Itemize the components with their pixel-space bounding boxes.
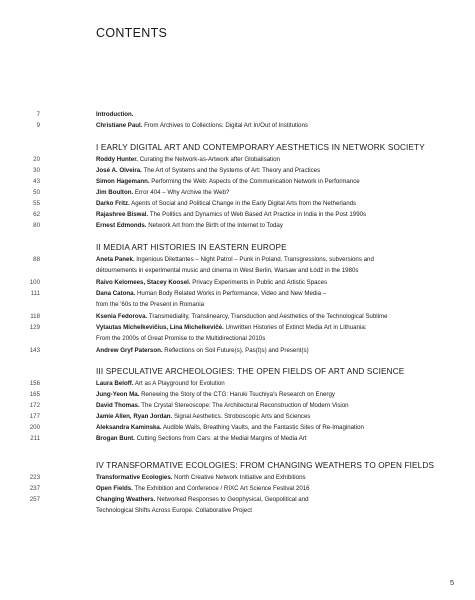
entry-page: 62 (33, 211, 40, 218)
section-heading: II MEDIA ART HISTORIES IN EASTERN EUROPE (96, 243, 287, 252)
entry-title: Cutting Sections from Cars: at the Medial Margins of Media Art (136, 435, 307, 442)
entry-title: Signal Aesthetics. Stroboscopic Arts and Sciences (173, 413, 311, 420)
entry-author: Aleksandra Kaminska. (96, 424, 162, 431)
entry-author: Andrew Gryf Paterson. (96, 347, 163, 354)
entry-title: The Art of Systems and the Systems of Art: Theory and Practices (143, 167, 321, 174)
entry-page: 111 (30, 290, 40, 297)
entry-page: 200 (29, 424, 40, 431)
page-title: CONTENTS (96, 26, 168, 40)
entry-page: 80 (33, 222, 40, 229)
entry-author: Transformative Ecologies. (96, 474, 173, 481)
entry-page: 165 (29, 391, 40, 398)
entry-page: 129 (29, 324, 40, 331)
entry-author: Dana Catona. (96, 290, 136, 297)
entry-title: Ingenious Dilettantes – Night Patrol – Punk in Poland. Transgressions, subversions and (136, 256, 374, 263)
entry-page: 30 (33, 167, 40, 174)
entry-author: Ernest Edmonds. (96, 222, 147, 229)
entry-author: David Thomas. (96, 402, 140, 409)
entry-author: Aneta Panek. (96, 256, 135, 263)
entry-title: From Archives to Collections: Digital Art In/Out of Institutions (144, 122, 308, 129)
entry-page: 55 (33, 200, 40, 207)
entry-page: 118 (30, 313, 40, 320)
entry-author: Introduction. (96, 111, 134, 118)
entry-page: 20 (33, 156, 40, 163)
entry-page: 88 (33, 256, 40, 263)
entry-title-continued: Technological Shifts Across Europe. Collaborative Project (96, 507, 252, 514)
entry-page: 50 (33, 189, 40, 196)
entry-title: Curating the Network-as-Artwork after Globalisation (139, 156, 280, 163)
entry-author: Darko Fritz. (96, 200, 130, 207)
entry-page: 223 (29, 474, 40, 481)
entry-author: Jamie Allen, Ryan Jordan. (96, 413, 173, 420)
entry-page: 100 (29, 279, 40, 286)
entry-title-continued: From the 2000s of Great Promise to the Multidirectional 2010s (96, 335, 266, 342)
entry-title: Audible Walls, Breathing Vaults, and the Fantastic Sites of Re-Imagination (162, 424, 364, 431)
entry-author: Raivo Kelomees, Stacey Koosel. (96, 279, 191, 286)
entry-author: Open Fields. (96, 485, 133, 492)
section-heading: III SPECULATIVE ARCHEOLOGIES: THE OPEN FIELDS OF ART AND SCIENCE (96, 367, 405, 376)
entry-title-continued: détournements in experimental music and cinema in West Berlin, Warsaw and Łódź in the 1980s (96, 267, 359, 274)
entry-author: Brogan Bunt. (96, 435, 135, 442)
entry-title: Renewing the Story of the CTG: Haruki Tsuchiya's Research on Energy (141, 391, 335, 398)
entry-page: 7 (36, 111, 40, 118)
entry-title: Network Art from the Birth of the Internet to Today (148, 222, 283, 229)
entry-page: 211 (30, 435, 40, 442)
entry-author: Jung-Yeon Ma. (96, 391, 140, 398)
entry-title: Transmediality, Translinearcy, Transduction and Aesthetics of the Technological Sublime (148, 313, 388, 320)
entry-author: Changing Weathers. (96, 496, 156, 503)
entry-title: Privacy Experiments in Public and Artistic Spaces (192, 279, 328, 286)
entry-title: The Crystal Stereoscope: The Architectural Reconstruction of Modern Vision (141, 402, 349, 409)
entry-author: Rajashree Biswal. (96, 211, 149, 218)
entry-page: 143 (29, 347, 40, 354)
entry-title: Performing the Web: Aspects of the Communication Network in Performance (151, 178, 360, 185)
entry-title: Human Body Related Works in Performance, Video and New Media – (136, 290, 327, 297)
entry-page: 156 (29, 380, 40, 387)
entry-title: Unwritten Histories of Extinct Media Art in Lithuania: (225, 324, 367, 331)
entry-title: The Politics and Dynamics of Web Based Art Practice in India in the Post 1990s (149, 211, 367, 218)
entry-author: Laura Beloff. (96, 380, 134, 387)
entry-author: Jim Boulton. (96, 189, 134, 196)
entry-author: Christiane Paul. (96, 122, 143, 129)
entry-page: 177 (29, 413, 40, 420)
entry-title: Networked Responses to Geophysical, Geopolitical and (156, 496, 309, 503)
entry-page: 172 (29, 402, 40, 409)
entry-author: Simon Hagemann. (96, 178, 150, 185)
entry-title: North Creative Network Initiative and Exhibitions (174, 474, 306, 481)
entry-title: The Exhibition and Conference / RIXC Art Science Festival 2016 (134, 485, 310, 492)
section-heading: IV TRANSFORMATIVE ECOLOGIES: FROM CHANGING WEATHERS TO OPEN FIELDS (96, 461, 435, 470)
page-number: 5 (449, 578, 454, 587)
entry-title: Reflections on Soil Future(s), Pas(t)s) and Present(s) (164, 347, 309, 354)
entry-author: Roddy Hunter. (96, 156, 138, 163)
entry-page: 43 (33, 178, 40, 185)
entry-page: 9 (36, 122, 40, 129)
entry-author: Ksenia Fedorova. (96, 313, 148, 320)
entry-title-continued: from the '60s to the Present in Romania (96, 301, 205, 308)
entry-author: Vytautas Michelkevičius, Lina Michelkevičė. (96, 324, 224, 331)
entry-page: 257 (29, 496, 40, 503)
entry-title: Agents of Social and Political Change in the Early Digital Arts from the Netherlands (131, 200, 357, 207)
entry-title: Art as A Playground for Evolution (134, 380, 225, 387)
entry-author: José A. Olveira. (96, 167, 142, 174)
section-heading: I EARLY DIGITAL ART AND CONTEMPORARY AESTHETICS IN NETWORK SOCIETY (96, 143, 425, 152)
entry-title: Error 404 – Why Archive the Web? (134, 189, 230, 196)
entry-page: 237 (29, 485, 40, 492)
